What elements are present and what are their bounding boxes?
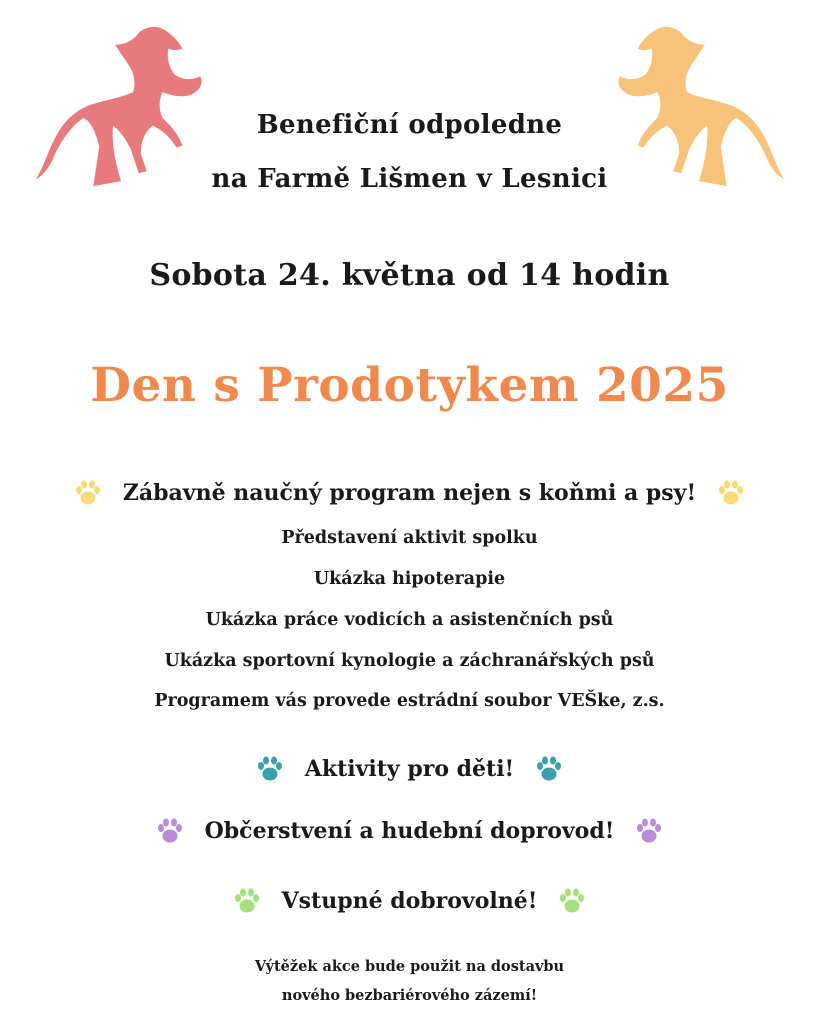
event-date: Sobota 24. května od 14 hodin — [149, 258, 670, 293]
event-title: Den s Prodotykem 2025 — [90, 358, 729, 413]
paw-print-icon — [73, 478, 103, 508]
admission-text: Vstupné dobrovolné! — [281, 888, 538, 914]
program-headline — [0, 478, 819, 508]
program-item: Ukázka práce vodicích a asistenčních psů — [205, 610, 614, 630]
paw-print-icon — [716, 478, 746, 508]
program-item: Ukázka hipoterapie — [313, 569, 506, 589]
admission — [0, 886, 819, 916]
refreshments-text: Občerstvení a hudební doprovod! — [204, 818, 615, 844]
paw-print-icon — [255, 754, 285, 784]
paw-print-icon — [534, 754, 564, 784]
paw-print-icon — [155, 816, 185, 846]
paw-print-icon — [232, 886, 262, 916]
paw-print-icon — [557, 886, 587, 916]
footer-line-1: Výtěžek akce bude použit na dostavbu — [254, 958, 565, 975]
footer-line-2: nového bezbariérového zázemí! — [281, 987, 538, 1004]
program-item: Představení aktivit spolku — [281, 528, 538, 548]
intro-line-1: Benefiční odpoledne — [256, 110, 563, 140]
program-item: Ukázka sportovní kynologie a záchranářských psů — [164, 651, 655, 671]
refreshments — [0, 816, 819, 846]
paw-print-icon — [634, 816, 664, 846]
program-headline-text: Zábavně naučný program nejen s koňmi a psy! — [122, 480, 697, 506]
kids-activities — [0, 754, 819, 784]
kids-activities-text: Aktivity pro děti! — [304, 756, 515, 782]
intro-line-2: na Farmě Lišmen v Lesnici — [211, 164, 608, 194]
program-item: Programem vás provede estrádní soubor VEŠke, z.s. — [154, 691, 665, 711]
